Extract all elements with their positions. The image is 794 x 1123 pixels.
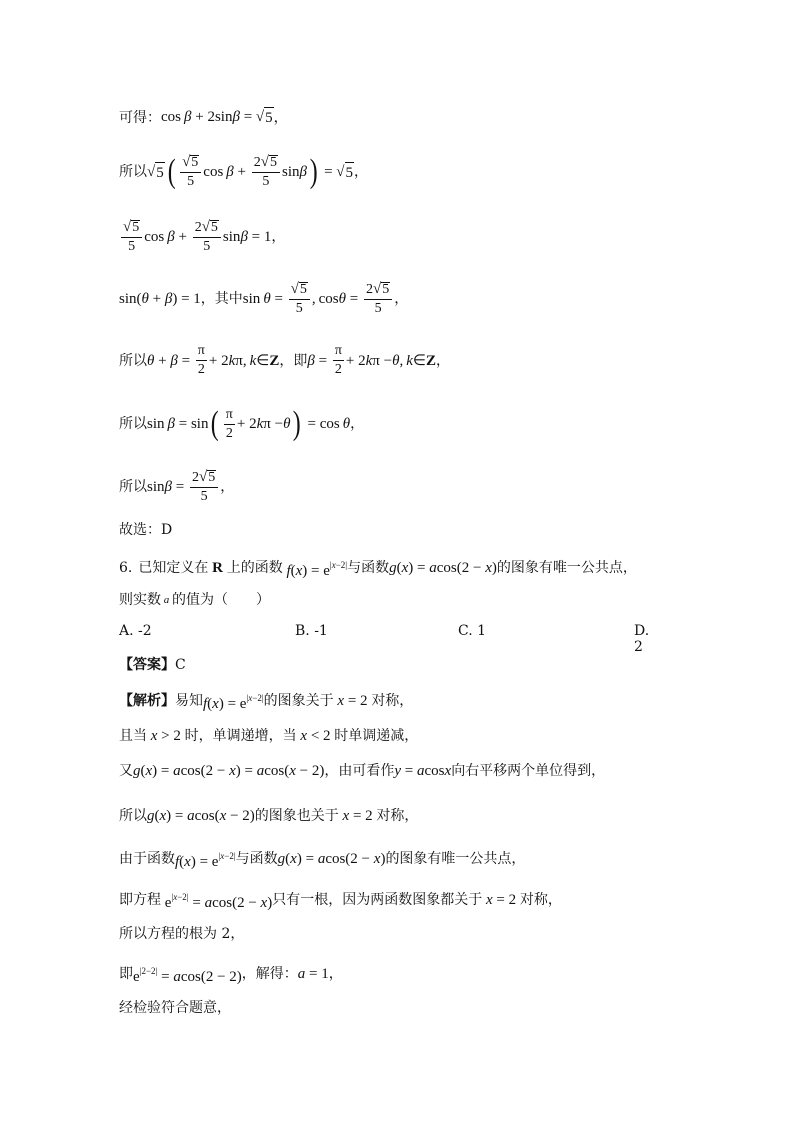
math-expr: $f(x) = e^{|x-2|}$ <box>175 851 236 870</box>
math-expr: $f(x) = e^{|x-2|}$ <box>286 560 348 579</box>
answer-options <box>119 623 659 655</box>
math-expr: sin β = sin ( $\frac{\pi}{2}$ + 2 k π − θ ) = cos θ <box>147 405 351 442</box>
math-expr: g(x) = acos(2 − x) <box>389 560 497 576</box>
analysis-line-2: 且当 x > 2 时，单调递增，当 x < 2 时单调递减， <box>119 728 419 744</box>
math-expr: θ + β = $\frac{\pi}{2}$ + 2 k π, k ∈ Z <box>147 343 280 377</box>
analysis-line-7: 所以方程的根为 2， <box>119 926 245 942</box>
math-expr: x = 2 <box>485 892 520 908</box>
math-expr: $e^{|x-2|} = acos(2 - x)$ <box>161 892 273 911</box>
math-expr: √ 5 5 cos β + 2 √ 5 5 sin β = 1 <box>123 219 272 254</box>
text-line-4: sin(θ + β) = 1 ，其中 sin θ = √ 5 5 , cos θ = 2 √ 5 5 ， <box>119 281 409 316</box>
text-line-1: 可得： cos β + 2sinβ = √ 5 ， <box>119 109 288 126</box>
math-expr: $e^{|2-2|} = acos(2 - 2)$ <box>133 966 242 985</box>
analysis-line-4: 所以 g(x) = acos(x − 2) 的图象也关于 x = 2 对称， <box>119 808 419 824</box>
analysis-line-6: 即方程 $e^{|x-2|} = acos(2 - x)$ 只有一根，因为两函数图象都关于 x = 2 对称， <box>119 887 562 913</box>
text-line-6: 所以 sin β = sin ( $\frac{\pi}{2}$ + 2 k π − θ ) = cos θ ， <box>119 405 365 442</box>
math-expr: x = 2 <box>337 693 372 709</box>
text-line-5: 所以 θ + β = $\frac{\pi}{2}$ + 2 k π, k ∈ Z ，即 β = $\frac{\pi}{2}$ + 2 k π − θ , k ∈ Z ， <box>119 343 450 377</box>
analysis-line-1: 【解析】 易知 $f(x) = e^{|x-2|}$ 的图象关于 x = 2 对称， <box>119 688 413 714</box>
math-expr: sin θ = √ 5 5 , cos θ = 2 √ 5 5 <box>243 282 394 316</box>
analysis-line-8: 即 $e^{|2-2|} = acos(2 - 2)$ ，解得： a = 1 ， <box>119 961 343 987</box>
text-line-7: 所以 sin β = 2 √ 5 5 ， <box>119 469 235 504</box>
math-expr: g(x) = acos(2 − x) = acos(x − 2) <box>133 763 325 779</box>
math-expr: cos β + 2sinβ = √ 5 <box>161 109 273 126</box>
question-6-line-2: 则实数 a 的值为（ ） <box>119 592 270 608</box>
option-c: C. 1 <box>458 623 487 639</box>
math-expr: y = acosx <box>394 763 452 779</box>
analysis-line-9: 经检验符合题意， <box>119 1000 231 1016</box>
option-b: B. -1 <box>295 623 328 639</box>
math-expr: sin β = 2 √ 5 5 <box>147 470 220 504</box>
math-expr: g(x) = acos(2 − x) <box>277 851 386 867</box>
text-line-2: 所以 √ 5 ( √ 5 5 cos β + 2 √ 5 5 sin β ) = √ 5 ， <box>119 153 369 190</box>
analysis-line-3: 又 g(x) = acos(2 − x) = acos(x − 2) ，由可看作 y = acosx 向右平移两个单位得到， <box>119 763 606 779</box>
text-line-3: √ 5 5 cos β + 2 √ 5 5 sin β = 1 ， <box>119 220 285 254</box>
math-expr: β = $\frac{\pi}{2}$ + 2 k π − θ , k ∈ Z <box>307 343 436 377</box>
math-expr: g(x) = acos(x − 2) <box>147 808 255 824</box>
math-expr: R <box>208 560 227 576</box>
math-expr: x > 2 <box>150 728 185 744</box>
option-a: A. -2 <box>119 623 152 639</box>
analysis-line-5: 由于函数 $f(x) = e^{|x-2|}$ 与函数 g(x) = acos(2 − x) 的图象有唯一公共点， <box>119 846 525 872</box>
math-expr: a = 1 <box>297 966 329 982</box>
option-d: D. 2 <box>634 623 650 655</box>
text-line-select: 故选：D <box>119 522 173 538</box>
math-expr: x = 2 <box>342 808 377 824</box>
question-6-line-1: 6. 已知定义在 R 上的函数 $f(x) = e^{|x-2|}$ 与函数 g(x) = acos(2 − x) 的图象有唯一公共点， <box>119 555 637 581</box>
math-expr: √ 5 ( √ 5 5 cos β + 2 √ 5 5 sin β ) = √ 5 <box>147 153 354 190</box>
answer-line: 【答案】 C <box>119 657 186 673</box>
math-expr: x < 2 <box>300 728 335 744</box>
math-expr: sin(θ + β) = 1 <box>119 291 201 307</box>
math-expr: a <box>161 594 172 606</box>
math-expr: $f(x) = e^{|x-2|}$ <box>203 693 264 712</box>
